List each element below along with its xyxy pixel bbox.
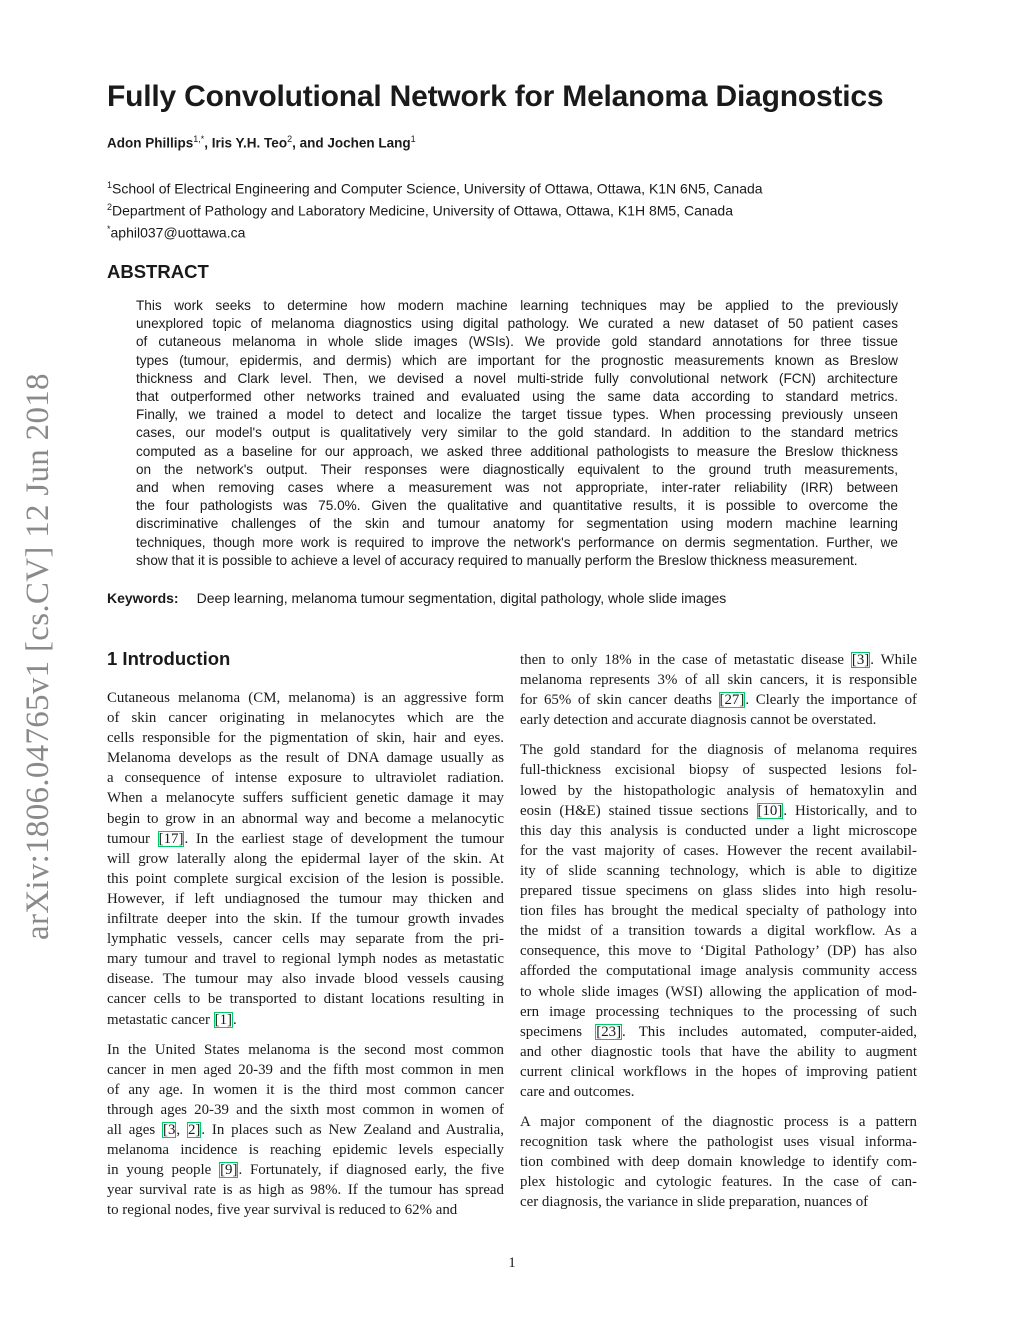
paragraph [520, 740, 917, 1102]
affiliation-mark: * [107, 224, 111, 235]
author-name: Adon Phillips [107, 135, 194, 151]
contact-email[interactable]: aphil037@uottawa.ca [110, 224, 246, 241]
text-line: of any age. In women it is the third most common cancer [107, 1081, 504, 1098]
citation-link[interactable]: [17] [158, 830, 184, 847]
citation-link[interactable]: [27] [719, 692, 745, 709]
abstract-line: techniques, though more work is required to improve the network's performance on dermis segmentation. Further, we [136, 534, 898, 550]
text-line: to whole slide images (WSI) allowing the application of mod- [520, 983, 917, 1000]
text-line: this point complete surgical excision of the lesion is possible. [107, 870, 504, 887]
section-heading-introduction: 1 Introduction [107, 648, 231, 669]
text-line: tion combined with deep domain knowledge to identify com- [520, 1154, 917, 1171]
text-line: cells responsible for the pigmentation of skin, hair and eyes. [107, 730, 504, 747]
text-line: consequence, this move to ‘Digital Pathology’ (DP) has also [520, 943, 917, 960]
text-line: recognition task where the pathologist uses visual informa- [520, 1134, 917, 1151]
text-line: Cutaneous melanoma (CM, melanoma) is an aggressive form [107, 690, 504, 706]
paragraph [107, 1040, 504, 1221]
affiliations [107, 176, 763, 242]
page-number: 1 [508, 1255, 516, 1271]
text-line: a consequence of intense exposure to ultraviolet radiation. [107, 770, 504, 787]
paragraph [520, 650, 917, 730]
text-line: to regional nodes, five year survival is reduced to 62% and [107, 1202, 458, 1219]
text-line: current clinical workflows in the hopes of improving patient [520, 1063, 917, 1080]
keywords-text: Deep learning, melanoma tumour segmentation, digital pathology, whole slide images [196, 590, 727, 606]
text-line: all ages [3, 2]. In places such as New Zealand and Australia, [107, 1121, 504, 1138]
text-line: plex histologic and cytologic features. In the case of can- [520, 1174, 917, 1191]
abstract-heading: ABSTRACT [107, 261, 209, 282]
abstract-line: Finally, we trained a model to detect and localize the target tissue types. When processing previously unseen [136, 407, 898, 423]
text-line: ity of slide scanning technology, which is able to digitize [520, 862, 917, 879]
citation-link[interactable]: [9] [220, 1162, 238, 1179]
text-line: in young people [9]. Fortunately, if diagnosed early, the five [107, 1162, 505, 1179]
affiliation-mark: 1 [107, 180, 113, 190]
affiliation-mark: 2 [107, 202, 113, 213]
paragraph [520, 1112, 917, 1212]
paper-title: Fully Convolutional Network for Melanoma Diagnostics [107, 80, 884, 113]
text-line: eosin (H&E) stained tissue sections [10]. Historically, and to [520, 802, 918, 819]
abstract-line: computed as a baseline for our approach, we asked three additional pathologists to measure the Breslow thickness [136, 443, 898, 459]
abstract-body [136, 297, 898, 570]
author-separator: , and [292, 135, 328, 151]
author-list [107, 134, 416, 151]
text-line: disease. The tumour may also invade blood vessels causing [107, 971, 504, 988]
citation-link[interactable]: [3 [162, 1121, 176, 1138]
text-line: The gold standard for the diagnosis of melanoma requires [520, 742, 917, 759]
text-line: for the vast majority of cases. However the recent availabil- [520, 842, 917, 859]
text-line: mary tumour and travel to regional lymph nodes as metastatic [107, 951, 504, 968]
abstract-line: and when removing cases where a measurement was not appropriate, inter-rater reliability (IRR) between [136, 480, 898, 496]
text-line: Melanoma develops as the result of DNA damage usually as [107, 750, 504, 767]
text-line: early detection and accurate diagnosis cannot be overstated. [520, 712, 877, 729]
text-line: cer diagnosis, the variance in slide preparation, nuances of [520, 1194, 869, 1211]
text-line: the midst of a transition towards a digital workflow. As a [520, 923, 917, 940]
abstract-line: This work seeks to determine how modern machine learning techniques may be applied to the previously [136, 298, 898, 313]
text-line: In the United States melanoma is the second most common [107, 1041, 504, 1058]
text-line: lymphatic vessels, cancer cells may separate from the pri- [107, 931, 504, 948]
citation-link[interactable]: 2] [187, 1121, 201, 1138]
affiliation-text: Department of Pathology and Laboratory Medicine, University of Ottawa, Ottawa, K1H 8M5, Canada [112, 202, 733, 219]
abstract-line: types (tumour, epidermis, and dermis) which are important for the prognostic measurements known as Breslow [136, 352, 898, 368]
text-line: cancer in men aged 20-39 and the fifth most common in men [107, 1061, 504, 1078]
text-line: year survival rate is as high as 98%. If the tumour has spread [107, 1182, 504, 1199]
arxiv-identifier-stamp: arXiv:1806.04765v1 [cs.CV] 12 Jun 2018 [20, 373, 56, 940]
affiliation-line [107, 220, 763, 242]
text-line: However, if left undiagnosed the tumour may thicken and [107, 890, 504, 907]
abstract-line: of cutaneous melanoma in whole slide images (WSIs). We provide gold standard annotations for three tissue [136, 334, 898, 350]
text-line: and other diagnostic tools that have the ability to augment [520, 1043, 917, 1060]
abstract-line: unexplored topic of melanoma diagnostics using digital pathology. We curated a new dataset of 50 patient cases [136, 316, 898, 332]
text-line: When a melanocyte suffers sufficient genetic damage it may [107, 790, 504, 807]
keywords [107, 590, 726, 606]
affiliation-text: School of Electrical Engineering and Computer Science, University of Ottawa, Ottawa, K1N 6N5, Canada [112, 180, 763, 197]
left-column [107, 688, 504, 1230]
right-column [520, 650, 917, 1223]
abstract-line: on the network's output. Their responses were diagnostically equivalent to the ground truth measurements, [136, 461, 898, 477]
abstract-line: show that it is possible to achieve a level of accuracy required to manually perform the Breslow thickness measurement. [136, 552, 858, 568]
abstract-line: cases, our model's output is qualitatively very similar to the gold standard. In addition to the standard metrics [136, 425, 898, 441]
abstract-line: that outperformed other networks trained and evaluated using the same data according to standard metrics. [136, 389, 898, 405]
author-affiliation-mark: 1 [410, 134, 416, 144]
citation-link[interactable]: [10] [757, 802, 783, 819]
paragraph [107, 688, 504, 1030]
text-line: A major component of the diagnostic process is a pattern [520, 1114, 917, 1131]
affiliation-line [107, 176, 763, 198]
text-line: specimens [23]. This includes automated, computer-aided, [520, 1023, 917, 1040]
author-separator: , [204, 135, 212, 151]
text-line: this day this analysis is conducted under a light microscope [520, 822, 917, 839]
text-line: lowed by the histopathologic analysis of hematoxylin and [520, 782, 917, 799]
text-line: metastatic cancer [1]. [107, 1011, 237, 1028]
text-line: care and outcomes. [520, 1083, 635, 1100]
text-line: melanoma represents 3% of all skin cancers, it is responsible [520, 672, 917, 689]
text-line: tumour [17]. In the earliest stage of development the tumour [107, 830, 504, 847]
keywords-label: Keywords: [107, 590, 179, 606]
citation-link[interactable]: [3] [851, 652, 870, 668]
author-affiliation-mark: 1,* [193, 134, 205, 144]
text-line: then to only 18% in the case of metastatic disease [3]. While [520, 652, 917, 668]
text-line: tion files has brought the medical specialty of pathology into [520, 903, 917, 920]
citation-link[interactable]: [1] [214, 1011, 233, 1028]
author-affiliation-mark: 2 [287, 134, 293, 144]
text-line: infiltrate deeper into the skin. If the tumour growth invades [107, 911, 504, 928]
affiliation-line [107, 198, 763, 220]
text-line: will grow laterally along the epidermal layer of the skin. At [107, 850, 504, 867]
citation-link[interactable]: [23] [596, 1023, 622, 1040]
text-line: for 65% of skin cancer deaths [27]. Clearly the importance of [520, 692, 917, 709]
text-line: melanoma incidence is reaching epidemic levels especially [107, 1142, 504, 1159]
author-name: Jochen Lang [327, 135, 411, 151]
author-name: Iris Y.H. Teo [211, 135, 288, 151]
text-line: begin to grow in an abnormal way and become a melanocytic [107, 810, 504, 827]
text-line: through ages 20-39 and the sixth most common in women of [107, 1101, 504, 1118]
text-line: ern image processing techniques to the processing of such [520, 1003, 917, 1020]
text-line: afforded the computational image analysis community access [520, 963, 917, 980]
text-line: full-thickness excisional biopsy of suspected lesions fol- [520, 762, 917, 779]
abstract-line: discriminative challenges of the skin and tumour anatomy for segmentation using modern machine learning [136, 516, 898, 532]
text-line: prepared tissue specimens on glass slides into high resolu- [520, 883, 917, 900]
text-line: cancer cells to be transported to distant locations resulting in [107, 991, 504, 1008]
abstract-line: the four pathologists was 75.0%. Given the qualitative and quantitative results, it is possible to overcome the [136, 498, 898, 514]
abstract-line: thickness and Clark level. Then, we devised a novel multi-stride fully convolutional network (FCN) architecture [136, 370, 898, 386]
text-line: of skin cancer originating in melanocytes which are the [107, 710, 504, 727]
